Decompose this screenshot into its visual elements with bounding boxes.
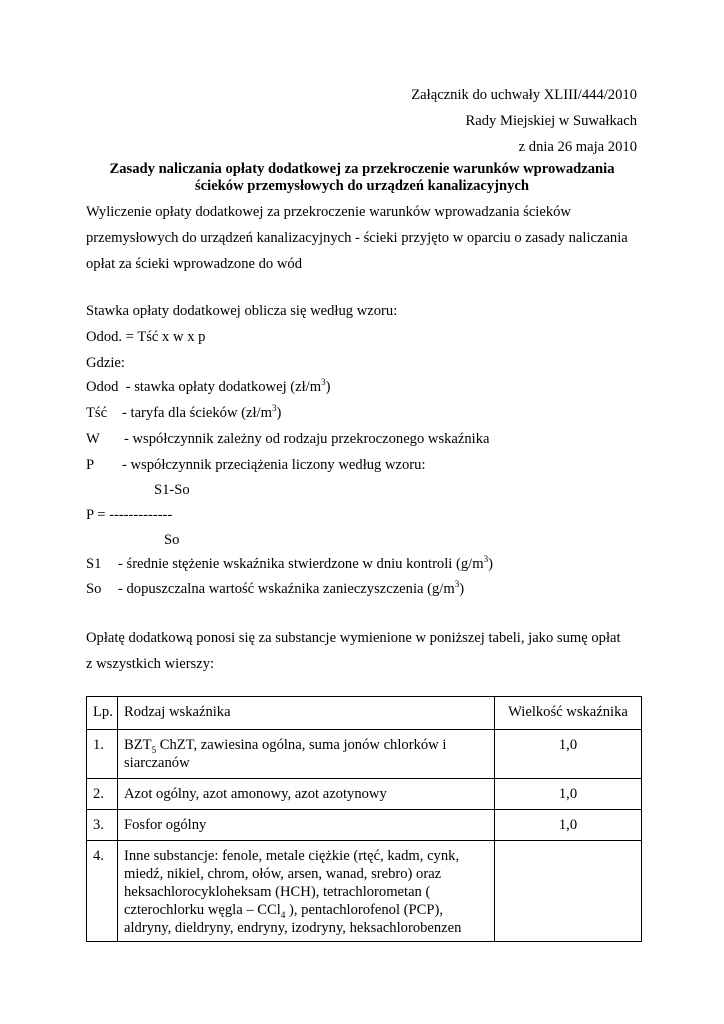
where-label: Gdzie:: [86, 355, 125, 371]
table-header-row: [87, 697, 642, 730]
indicator-name-part-a: Inne substancje: fenole, metale ciężkie (rtęć, kadm, cynk, miedź, nikiel, chrom, ołów, arsen, wanad, srebro) oraz heksachlorocykloheksam (HCH), tetrachlorometan ( czterochlorku węgla – CCl: [124, 848, 460, 918]
definition-text: - stawka opłaty dodatkowej (zł/m: [125, 379, 322, 395]
fraction-numerator: S1-So: [154, 482, 190, 498]
fraction-line: P = -------------: [86, 507, 173, 523]
attachment-line: Załącznik do uchwały XLIII/444/2010: [411, 87, 637, 103]
formula-intro: Stawka opłaty dodatkowej oblicza się według wzoru:: [86, 303, 398, 319]
indicator-name-rest: ChZT, zawiesina ogólna, suma jonów chlorków i siarczanów: [124, 737, 447, 771]
intro-line-1: Wyliczenie opłaty dodatkowej za przekroczenie warunków wprowadzania ścieków: [86, 204, 571, 220]
header-indicator-type: Rodzaj wskaźnika: [118, 697, 495, 730]
definition-odod: [86, 378, 330, 396]
indicator-name-prefix: BZT: [124, 737, 152, 753]
row-lp: 2.: [87, 779, 118, 810]
definition-text: - dopuszczalna wartość wskaźnika zanieczyszczenia (g/m: [118, 581, 455, 597]
row-indicator: [118, 841, 495, 942]
indicator-name-part-b: ), pentachlorofenol (PCP), aldryny, dieldryny, endryny, izodryny, heksachlorobenzen: [124, 902, 462, 936]
row-lp: 4.: [87, 841, 118, 942]
definition-w: [86, 430, 490, 448]
definition-text: - średnie stężenie wskaźnika stwierdzone w dniu kontroli (g/m: [118, 556, 484, 572]
row-value: 1,0: [495, 730, 642, 779]
row-value: 1,0: [495, 810, 642, 841]
definition-label: Odod: [86, 379, 119, 395]
definition-label: S1: [86, 556, 102, 572]
table-row: [87, 730, 642, 779]
header-lp: Lp.: [87, 697, 118, 730]
row-indicator: Fosfor ogólny: [118, 810, 495, 841]
row-indicator: Azot ogólny, azot amonowy, azot azotynowy: [118, 779, 495, 810]
superscript: 3: [271, 403, 277, 414]
definition-p: [86, 456, 426, 474]
definition-label: W: [86, 431, 100, 447]
subscript: 5: [151, 744, 157, 755]
definition-tsc: [86, 404, 281, 422]
row-value: [495, 841, 642, 942]
formula-equation: Odod. = Tść x w x p: [86, 329, 206, 345]
table-row: [87, 841, 642, 942]
closing-paren: ): [276, 405, 282, 421]
definition-so: [86, 580, 464, 598]
superscript: 3: [454, 579, 460, 590]
summary-line-2: z wszystkich wierszy:: [86, 656, 215, 672]
closing-paren: ): [325, 379, 331, 395]
row-indicator: [118, 730, 495, 779]
document-title-line-1: Zasady naliczania opłaty dodatkowej za przekroczenie warunków wprowadzania: [109, 161, 615, 177]
definition-s1: [86, 555, 493, 573]
definition-text: - współczynnik zależny od rodzaju przekroczonego wskaźnika: [124, 431, 490, 447]
table-row: [87, 779, 642, 810]
row-lp: 1.: [87, 730, 118, 779]
header-indicator-value: Wielkość wskaźnika: [495, 697, 642, 730]
table-row: [87, 810, 642, 841]
closing-paren: ): [459, 581, 465, 597]
summary-line-1: Opłatę dodatkową ponosi się za substancje wymienione w poniższej tabeli, jako sumę opłat: [86, 630, 621, 646]
superscript: 3: [321, 377, 326, 388]
definition-label: So: [86, 581, 102, 597]
intro-line-2: przemysłowych do urządzeń kanalizacyjnych - ścieki przyjęto w oparciu o zasady naliczania: [86, 230, 628, 246]
date-line: z dnia 26 maja 2010: [518, 139, 637, 155]
definition-label: P: [86, 457, 95, 473]
indicator-table: [86, 696, 642, 942]
row-lp: 3.: [87, 810, 118, 841]
definition-text: - współczynnik przeciążenia liczony według wzoru:: [122, 457, 426, 473]
fraction-denominator: So: [164, 532, 180, 548]
intro-line-3: opłat za ścieki wprowadzone do wód: [86, 256, 302, 272]
closing-paren: ): [488, 556, 493, 572]
superscript: 3: [483, 554, 489, 565]
definition-label: Tść: [86, 405, 108, 421]
definition-text: - taryfa dla ścieków (zł/m: [122, 405, 272, 421]
council-line: Rady Miejskiej w Suwałkach: [465, 113, 637, 129]
subscript: 4: [280, 909, 286, 920]
document-title-line-2: ścieków przemysłowych do urządzeń kanalizacyjnych: [194, 178, 530, 194]
row-value: 1,0: [495, 779, 642, 810]
